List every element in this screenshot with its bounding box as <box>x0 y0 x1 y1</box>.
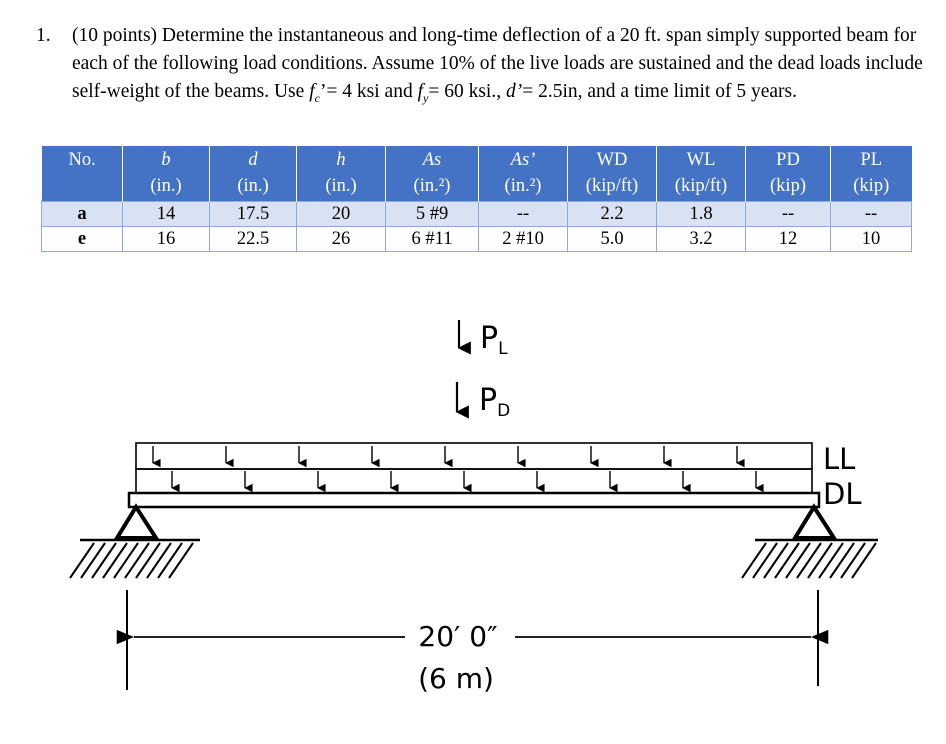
header-cell: WL (kip/ft) <box>657 146 746 202</box>
dprime-value: = 2.5in, and a time limit of 5 years. <box>522 81 797 102</box>
hatch-line <box>764 543 788 578</box>
hatch-line <box>830 543 854 578</box>
table-cell: 2 #10 <box>479 227 568 252</box>
header-cell: WD (kip/ft) <box>568 146 657 202</box>
table-cell: -- <box>479 202 568 227</box>
hatch-line <box>819 543 843 578</box>
header-cell: d (in.) <box>210 146 297 202</box>
hatch-line <box>136 543 160 578</box>
fc-value: ’= 4 ksi and <box>319 81 413 102</box>
dead-load-arrows <box>172 471 756 488</box>
header-cell: PD (kip) <box>746 146 831 202</box>
right-ground-hatch-icon <box>742 543 876 578</box>
hatch-line <box>125 543 149 578</box>
hatch-line <box>808 543 832 578</box>
point-load-pl <box>459 320 508 359</box>
point-load-pd <box>457 382 510 421</box>
table-cell: 5 #9 <box>386 202 479 227</box>
table-cell: 5.0 <box>568 227 657 252</box>
ll-label: LL <box>823 442 856 476</box>
problem-text: (10 points) Determine the instantaneous and long-time deflection of a 20 ft. span simply supported beam for each of the following load conditions. Assume 10% of the live loads are sustained and the dead loads include self-weight of the beams. Use <box>72 25 923 102</box>
hatch-line <box>852 543 876 578</box>
table-cell: -- <box>831 202 912 227</box>
left-ground-hatch-icon <box>70 543 193 578</box>
span-meters-label: (6 m) <box>418 662 494 695</box>
table-cell: 6 #11 <box>386 227 479 252</box>
beam-body <box>129 493 819 507</box>
hatch-line <box>841 543 865 578</box>
hatch-line <box>103 543 127 578</box>
hatch-line <box>753 543 777 578</box>
live-load-band <box>136 443 812 469</box>
beam <box>129 493 819 507</box>
hatch-line <box>81 543 105 578</box>
table-cell: 2.2 <box>568 202 657 227</box>
problem-number: 1. <box>36 25 51 46</box>
table-cell: -- <box>746 202 831 227</box>
table-cell: e <box>42 227 123 252</box>
pl-label: $P_L$ <box>480 321 508 359</box>
table-cell: 20 <box>297 202 386 227</box>
header-cell: As’ (in.²) <box>479 146 568 202</box>
header-cell: PL (kip) <box>831 146 912 202</box>
fy-value: = 60 ksi., <box>428 81 502 102</box>
span-feet-label: 20′ 0″ <box>418 620 498 653</box>
left-support-triangle-icon <box>117 507 156 538</box>
pd-label: $P_D$ <box>479 383 511 421</box>
table-cell: 14 <box>123 202 210 227</box>
header-cell: As (in.²) <box>386 146 479 202</box>
distributed-load-bands <box>136 443 812 493</box>
header-cell: No. <box>42 146 123 202</box>
hatch-line <box>169 543 193 578</box>
dprime-symbol: d’ <box>505 81 523 102</box>
hatch-line <box>786 543 810 578</box>
span-dimension <box>127 590 818 695</box>
header-cell: b (in.) <box>123 146 210 202</box>
header-cell: h (in.) <box>297 146 386 202</box>
hatch-line <box>158 543 182 578</box>
left-pin-support <box>70 507 200 578</box>
table-cell: 22.5 <box>210 227 297 252</box>
right-pin-support <box>742 507 878 578</box>
table-cell: 12 <box>746 227 831 252</box>
fc-symbol: $f_c$ <box>309 81 320 105</box>
table-cell: 17.5 <box>210 202 297 227</box>
hatch-line <box>742 543 766 578</box>
hatch-line <box>92 543 116 578</box>
live-load-arrows <box>153 446 737 463</box>
hatch-line <box>114 543 138 578</box>
table-cell: 1.8 <box>657 202 746 227</box>
table-cell: 16 <box>123 227 210 252</box>
table-cell: 3.2 <box>657 227 746 252</box>
hatch-line <box>797 543 821 578</box>
table-cell: 26 <box>297 227 386 252</box>
hatch-line <box>147 543 171 578</box>
fy-symbol: $f_y$ <box>417 81 429 105</box>
table-cell: a <box>42 202 123 227</box>
right-support-triangle-icon <box>795 507 834 538</box>
hatch-line <box>70 543 94 578</box>
hatch-line <box>775 543 799 578</box>
dead-load-band <box>136 469 812 493</box>
dl-label: DL <box>823 477 862 511</box>
table-cell: 10 <box>831 227 912 252</box>
